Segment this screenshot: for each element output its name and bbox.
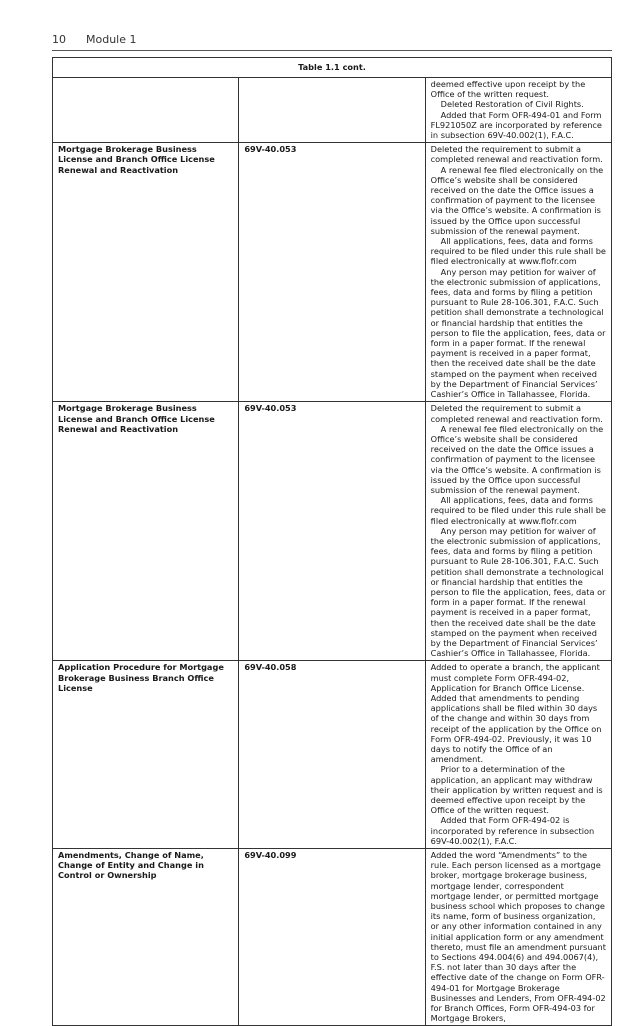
rule-number: 69V-40.099 (239, 849, 425, 1026)
rule-description (425, 143, 611, 402)
rule-number: 69V-40.058 (239, 661, 425, 849)
rules-table (52, 57, 612, 1026)
rule-title: Amendments, Change of Name, Change of Entity and Change in Control or Ownership (53, 849, 239, 1026)
table-row (53, 143, 612, 402)
rule-title: Application Procedure for Mortgage Brokerage Business Branch Office License (53, 661, 239, 849)
rule-number: 69V-40.053 (239, 402, 425, 661)
rule-number: 69V-40.053 (239, 143, 425, 402)
table-row (53, 849, 612, 1026)
description-paragraph: Deleted the requirement to submit a completed renewal and reactivation form. (430, 144, 603, 165)
rule-title (53, 78, 239, 143)
table-row (53, 661, 612, 849)
module-label: Module 1 (86, 33, 137, 46)
description-paragraph: Added to operate a branch, the applicant must complete Form OFR-494-02, Application for Branch Office License. Added that amendments to pending applications shall be filed within 30 days of the change and within 30 days from receipt of the application by the Office on Form OFR-494-02. Previously, it was 10 days to notify the Office of an amendment. (430, 662, 602, 765)
description-paragraph: Added that Form OFR-494-01 and Form FL921050Z are incorporated by reference in subsection 69V-40.002(1), F.A.C. (430, 109, 602, 141)
rule-description (425, 402, 611, 661)
table-row (53, 78, 612, 143)
description-paragraph: A renewal fee filed electronically on the Office’s website shall be considered received on the date the Office issues a confirmation of payment to the licensee via the Office’s website. A confirmation is issued by the Office upon successful submission of the renewal payment. (430, 164, 604, 236)
page-header (52, 33, 612, 46)
description-paragraph: Any person may petition for waiver of the electronic submission of applications, fees, data and forms by filing a petition pursuant to Rule 28-106.301, F.A.C. Such petition shall demonstrate a technological or financial hardship that entitles the person to file the application, fees, data or form in a paper format. If the renewal payment is received in a paper format, then the received date shall be the date stamped on the payment when received by the Department of Financial Services’ Cashier’s Office in Tallahassee, Florida. (430, 525, 606, 659)
description-paragraph: A renewal fee filed electronically on the Office’s website shall be considered received on the date the Office issues a confirmation of payment to the licensee via the Office’s website. A confirmation is issued by the Office upon successful submission of the renewal payment. (430, 423, 604, 495)
page-number: 10 (52, 33, 66, 46)
rule-title: Mortgage Brokerage Business License and Branch Office License Renewal and Reactivation (53, 143, 239, 402)
table-caption-row (53, 58, 612, 78)
description-paragraph: All applications, fees, data and forms required to be filed under this rule shall be filed electronically at www.flofr.com (430, 236, 606, 267)
description-paragraph: Added that Form OFR-494-02 is incorporated by reference in subsection 69V-40.002(1), F.A.C. (430, 815, 595, 846)
rule-description (425, 661, 611, 849)
description-paragraph: Prior to a determination of the application, an applicant may withdraw their application by written request and is deemed effective upon receipt by the Office of the written request. (430, 764, 603, 816)
description-paragraph: Added the word “Amendments” to the rule. Each person licensed as a mortgage broker, mortgage brokerage business, mortgage lender, correspondent mortgage lender, or permitted mortgage business school which proposes to change its name, form of business organization, or any other information contained in any initial application form or any amendment thereto, must file an amendment pursuant to Sections 494.004(6) and 494.0067(4), F.S. not later than 30 days after the effective date of the change on Form OFR-494-01 for Mortgage Brokerage Businesses and Lenders, From OFR-494-02 for Branch Offices, Form OFR-494-03 for Mortgage Brokers, (430, 850, 606, 1024)
rule-description (425, 78, 611, 143)
description-paragraph: All applications, fees, data and forms required to be filed under this rule shall be filed electronically at www.flofr.com (430, 495, 606, 526)
rule-title: Mortgage Brokerage Business License and Branch Office License Renewal and Reactivation (53, 402, 239, 661)
header-rule (52, 50, 612, 51)
rule-description (425, 849, 611, 1026)
description-paragraph: Deleted the requirement to submit a completed renewal and reactivation form. (430, 403, 603, 424)
description-paragraph: deemed effective upon receipt by the Office of the written request. (430, 79, 586, 100)
description-paragraph: Any person may petition for waiver of the electronic submission of applications, fees, data and forms by filing a petition pursuant to Rule 28-106.301, F.A.C. Such petition shall demonstrate a technological or financial hardship that entitles the person to file the application, fees, data or form in a paper format. If the renewal payment is received in a paper format, then the received date shall be the date stamped on the payment when received by the Department of Financial Services’ Cashier’s Office in Tallahassee, Florida. (430, 266, 606, 400)
description-paragraph: Deleted Restoration of Civil Rights. (440, 99, 584, 110)
table-caption: Table 1.1 cont. (53, 58, 612, 78)
table-row (53, 402, 612, 661)
rule-number (239, 78, 425, 143)
